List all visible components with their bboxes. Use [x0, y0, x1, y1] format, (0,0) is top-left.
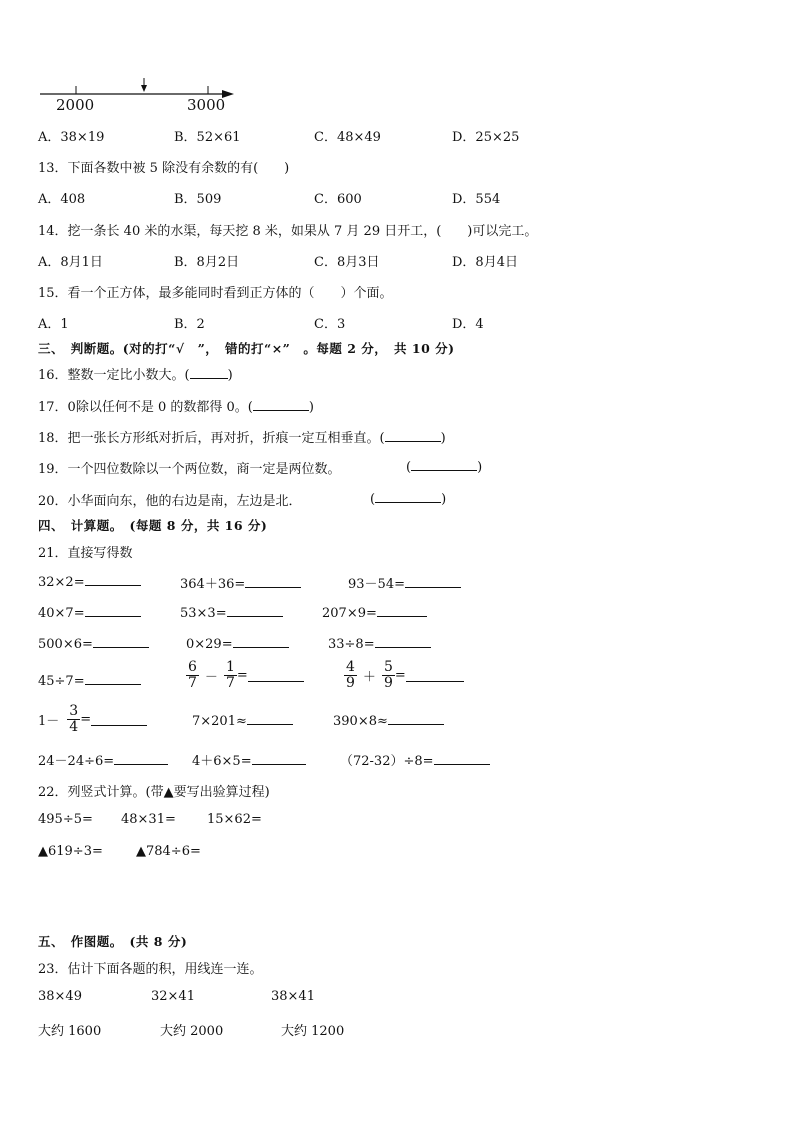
judge-q17-end: ) — [308, 400, 314, 415]
numerator: 1 — [225, 659, 235, 675]
calc-item — [328, 635, 431, 652]
calc-expression: 7×201≈ — [192, 714, 247, 729]
q12-option-d: D．25×25 — [452, 130, 520, 145]
q22-item: 495÷5= — [38, 812, 93, 827]
answer-blank[interactable] — [388, 712, 444, 725]
judge-q19-blank[interactable] — [411, 458, 477, 471]
calc-item — [348, 573, 461, 592]
calc-expression: 45÷7= — [38, 674, 85, 689]
answer-blank[interactable] — [252, 752, 306, 765]
judge-q20 — [38, 490, 302, 509]
numerator: 3 — [69, 703, 79, 719]
answer-blank[interactable] — [406, 669, 464, 682]
denominator: 9 — [383, 675, 393, 691]
judge-q19-paren: ( — [406, 460, 412, 475]
fraction — [67, 704, 80, 735]
calc-item — [38, 573, 141, 590]
section-4-heading: 四、 计算题。 (每题 8 分，共 16 分) — [38, 518, 268, 533]
judge-q19-text: 19．一个四位数除以一个两位数，商一定是两位数。 — [38, 462, 341, 477]
section-5-heading: 五、 作图题。 (共 8 分) — [38, 934, 188, 949]
judge-q18-text: 18．把一张长方形纸对折后，再对折，折痕一定互相垂直。( — [38, 431, 385, 446]
judge-q19 — [38, 458, 341, 477]
equals: = — [394, 668, 406, 683]
calc-expression: 207×9= — [322, 606, 377, 621]
calc-expression: 390×8≈ — [333, 714, 388, 729]
answer-blank[interactable] — [405, 575, 461, 588]
operator: ＋ — [362, 670, 376, 685]
calc-expression: 24－24÷6= — [38, 754, 115, 769]
q21-title: 21．直接写得数 — [38, 546, 133, 561]
denominator: 4 — [69, 719, 79, 735]
judge-q16 — [38, 364, 233, 383]
q22-item: ▲619÷3= — [38, 844, 103, 859]
q13-stem: 13．下面各数中被 5 除没有余数的有( ) — [38, 161, 290, 176]
calc-item — [180, 573, 301, 592]
q23-expression[interactable]: 32×41 — [151, 989, 195, 1004]
equals: = — [80, 712, 92, 727]
calc-expression: 33÷8= — [328, 637, 375, 652]
numerator: 6 — [188, 659, 197, 675]
calc-item — [180, 604, 283, 621]
calc-item — [38, 635, 149, 652]
q23-expression[interactable]: 38×49 — [38, 989, 82, 1004]
calc-item — [186, 660, 304, 691]
q22-item: ▲784÷6= — [136, 844, 201, 859]
calc-item — [340, 750, 490, 769]
fraction — [382, 660, 395, 691]
operator: － — [204, 670, 218, 685]
judge-q20-text: 20．小华面向东，他的右边是南，左边是北． — [38, 494, 302, 509]
q15-option-d: D．4 — [452, 317, 484, 332]
judge-q17-blank[interactable] — [253, 398, 309, 411]
q23-title: 23．估计下面各题的积，用线连一连。 — [38, 962, 263, 977]
q13-option-c: C．600 — [314, 192, 362, 207]
answer-blank[interactable] — [91, 713, 147, 726]
calc-expression: （72-32）÷8= — [340, 754, 434, 769]
q22-item: 15×62= — [207, 812, 262, 827]
calc-expression: 500×6= — [38, 637, 93, 652]
q15-option-c: C．3 — [314, 317, 346, 332]
calc-item — [333, 712, 444, 729]
calc-item — [38, 704, 147, 735]
judge-q19-answer — [406, 458, 482, 475]
q22-title: 22．列竖式计算。(带▲要写出验算过程) — [38, 785, 270, 800]
judge-q16-text: 16．整数一定比小数大。( — [38, 368, 190, 383]
q13-option-b: B．509 — [174, 192, 222, 207]
calc-item — [192, 750, 306, 769]
answer-blank[interactable] — [375, 635, 431, 648]
calc-expression: 32×2= — [38, 575, 85, 590]
judge-q19-end: ) — [477, 460, 483, 475]
answer-blank[interactable] — [227, 604, 283, 617]
answer-blank[interactable] — [114, 752, 168, 765]
q14-option-c: C．8月3日 — [314, 255, 380, 270]
calc-expression: 53×3= — [180, 606, 227, 621]
calc-item — [38, 672, 141, 689]
equals: = — [236, 668, 248, 683]
q22-item: 48×31= — [121, 812, 176, 827]
q12-option-a: A．38×19 — [38, 130, 105, 145]
answer-blank[interactable] — [233, 635, 289, 648]
section-3-heading: 三、 判断题。(对的打“√ ”， 错的打“×” 。每题 2 分， 共 10 分) — [38, 341, 455, 356]
q23-expression[interactable]: 38×41 — [271, 989, 315, 1004]
numerator: 4 — [346, 659, 355, 675]
q15-option-b: B．2 — [174, 317, 205, 332]
judge-q20-end: ) — [441, 492, 447, 507]
calc-item — [344, 660, 464, 691]
judge-q16-end: ) — [227, 368, 233, 383]
calc-expression: 1－ — [38, 714, 60, 729]
q23-answer[interactable]: 大约 1600 — [38, 1024, 102, 1039]
answer-blank[interactable] — [377, 604, 427, 617]
q15-stem: 15．看一个正方体，最多能同时看到正方体的（ ）个面。 — [38, 286, 393, 301]
fraction — [344, 660, 357, 691]
q14-option-a: A．8月1日 — [38, 255, 103, 270]
answer-blank[interactable] — [93, 635, 149, 648]
q15-option-a: A．1 — [38, 317, 69, 332]
judge-q20-blank[interactable] — [375, 490, 441, 503]
calc-expression: 93－54= — [348, 577, 405, 592]
denominator: 7 — [188, 675, 197, 691]
q23-answer[interactable]: 大约 1200 — [281, 1024, 345, 1039]
judge-q18-blank[interactable] — [385, 429, 441, 442]
answer-blank[interactable] — [434, 752, 490, 765]
judge-q16-blank[interactable] — [190, 366, 228, 379]
fraction — [186, 660, 199, 691]
calc-item — [38, 604, 141, 621]
answer-blank[interactable] — [248, 669, 304, 682]
calc-item — [38, 750, 168, 769]
judge-q17 — [38, 396, 314, 415]
answer-blank[interactable] — [247, 712, 293, 725]
answer-blank[interactable] — [85, 604, 141, 617]
denominator: 7 — [225, 675, 235, 691]
fraction — [224, 660, 237, 691]
judge-q20-paren: ( — [370, 492, 376, 507]
judge-q17-text: 17．0除以任何不是 0 的数都得 0。( — [38, 400, 253, 415]
q14-option-b: B．8月2日 — [174, 255, 240, 270]
number-line-left-label: 2000 — [56, 96, 95, 114]
calc-expression: 364＋36= — [180, 577, 246, 592]
number-line-right-label: 3000 — [187, 96, 226, 114]
q23-answer[interactable]: 大约 2000 — [160, 1024, 224, 1039]
denominator: 9 — [346, 675, 355, 691]
numerator: 5 — [383, 659, 393, 675]
q13-option-d: D．554 — [452, 192, 501, 207]
q12-option-b: B．52×61 — [174, 130, 241, 145]
q14-option-d: D．8月4日 — [452, 255, 518, 270]
answer-blank[interactable] — [245, 575, 301, 588]
calc-expression: 0×29= — [186, 637, 233, 652]
q12-option-c: C．48×49 — [314, 130, 381, 145]
q13-option-a: A．408 — [38, 192, 86, 207]
answer-blank[interactable] — [85, 573, 141, 586]
judge-q20-answer — [370, 490, 446, 507]
calc-item — [186, 635, 289, 652]
calc-expression: 40×7= — [38, 606, 85, 621]
answer-blank[interactable] — [85, 672, 141, 685]
calc-item — [322, 604, 427, 621]
judge-q18 — [38, 427, 446, 446]
calc-expression: 4＋6×5= — [192, 754, 252, 769]
calc-item — [192, 712, 293, 729]
judge-q18-end: ) — [440, 431, 446, 446]
q14-stem: 14．挖一条长 40 米的水渠，每天挖 8 米，如果从 7 月 29 日开工，( )可以完工。 — [38, 224, 538, 239]
